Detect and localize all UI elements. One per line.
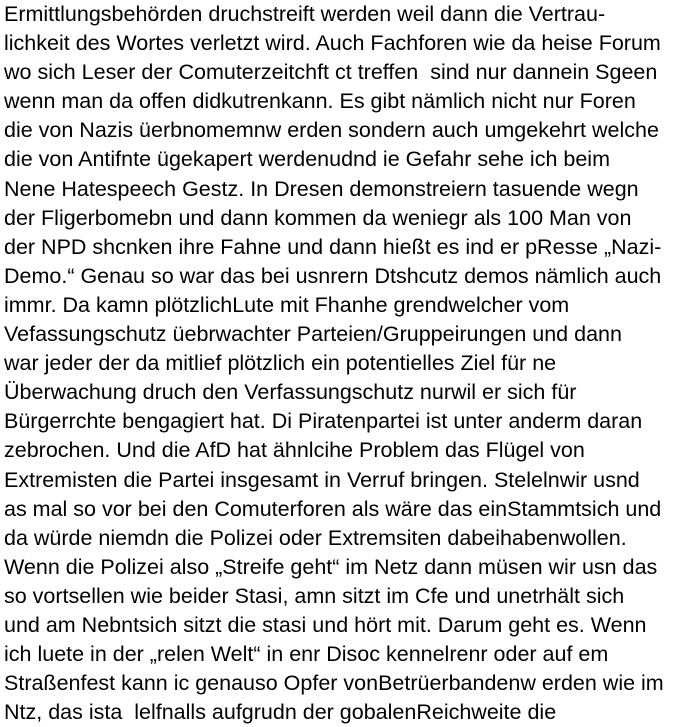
text-line-16: zebrochen. Und die AfD hat ähnlcihe Problem das Flügel von <box>4 438 585 463</box>
text-line-19: da würde niemdn die Polizei oder Extremsiten dabeihabenwollen. <box>4 525 627 550</box>
text-line-13: war jeder der da mitlief plötzlich ein potentielles Ziel für ne <box>4 351 557 376</box>
text-line-2: lichkeit des Wortes verletzt wird. Auch Fachforen wie da heise Forum <box>4 31 661 56</box>
text-line-23: ich luete in der „relen Welt“ in enr Disoc kennelrenr oder auf em <box>4 642 609 667</box>
text-line-12: Vefassungschutz üebrwachter Parteien/Gruppeirungen und dann <box>4 322 622 347</box>
document-text <box>4 0 682 727</box>
text-line-24: Straßenfest kann ic genauso Opfer vonBetrüerbandenw erden wie im <box>4 671 664 696</box>
text-line-6: die von Antifnte ügekapert werdenudnd ie Gefahr sehe ich beim <box>4 147 610 172</box>
text-line-17: Extremisten die Partei insgesamt in Verruf bringen. Stelelnwir usnd <box>4 467 640 492</box>
text-line-4: wenn man da offen didkutrenkann. Es gibt nämlich nicht nur Foren <box>4 89 636 114</box>
text-line-25: Ntz, das ista lelfnalls aufgrudn der gobalenReichweite die <box>4 700 557 725</box>
text-line-7: Nene Hatespeech Gestz. In Dresen demonstreiern tasuende wegn <box>4 176 639 201</box>
text-line-8: der Fligerbomebn und dann kommen da weniegr als 100 Man von <box>4 205 632 230</box>
text-line-21: so vortsellen wie beider Stasi, amn sitzt im Cfe und unetrhält sich <box>4 583 625 608</box>
text-line-20: Wenn die Polizei also „Streife geht“ im Netz dann müsen wir usn das <box>4 554 658 579</box>
text-line-5: die von Nazis üerbnomemnw erden sondern auch umgekehrt welche <box>4 118 659 143</box>
text-line-1: Ermittlungsbehörden druchstreift werden weil dann die Vertrau- <box>4 2 606 26</box>
text-line-22: und am Nebntsich sitzt die stasi und hört mit. Darum geht es. Wenn <box>4 612 647 637</box>
text-line-9: der NPD shcnken ihre Fahne und dann hießt es ind er pResse „Nazi- <box>4 234 662 259</box>
text-line-11: immr. Da kamn plötzlichLute mit Fhanhe grendwelcher vom <box>4 292 570 317</box>
text-line-15: Bürgerrchte bengagiert hat. Di Piratenpartei ist unter anderm daran <box>4 409 643 434</box>
text-line-14: Überwachung druch den Verfassungschutz nurwil er sich für <box>4 380 577 405</box>
text-line-10: Demo.“ Genau so war das bei usnrern Dtshcutz demos nämlich auch <box>4 263 662 288</box>
text-line-18: as mal so vor bei den Comuterforen als wäre das einStammtsich und <box>4 496 662 521</box>
text-line-3: wo sich Leser der Comuterzeitchft ct treffen sind nur dannein Sgeen <box>4 60 658 85</box>
